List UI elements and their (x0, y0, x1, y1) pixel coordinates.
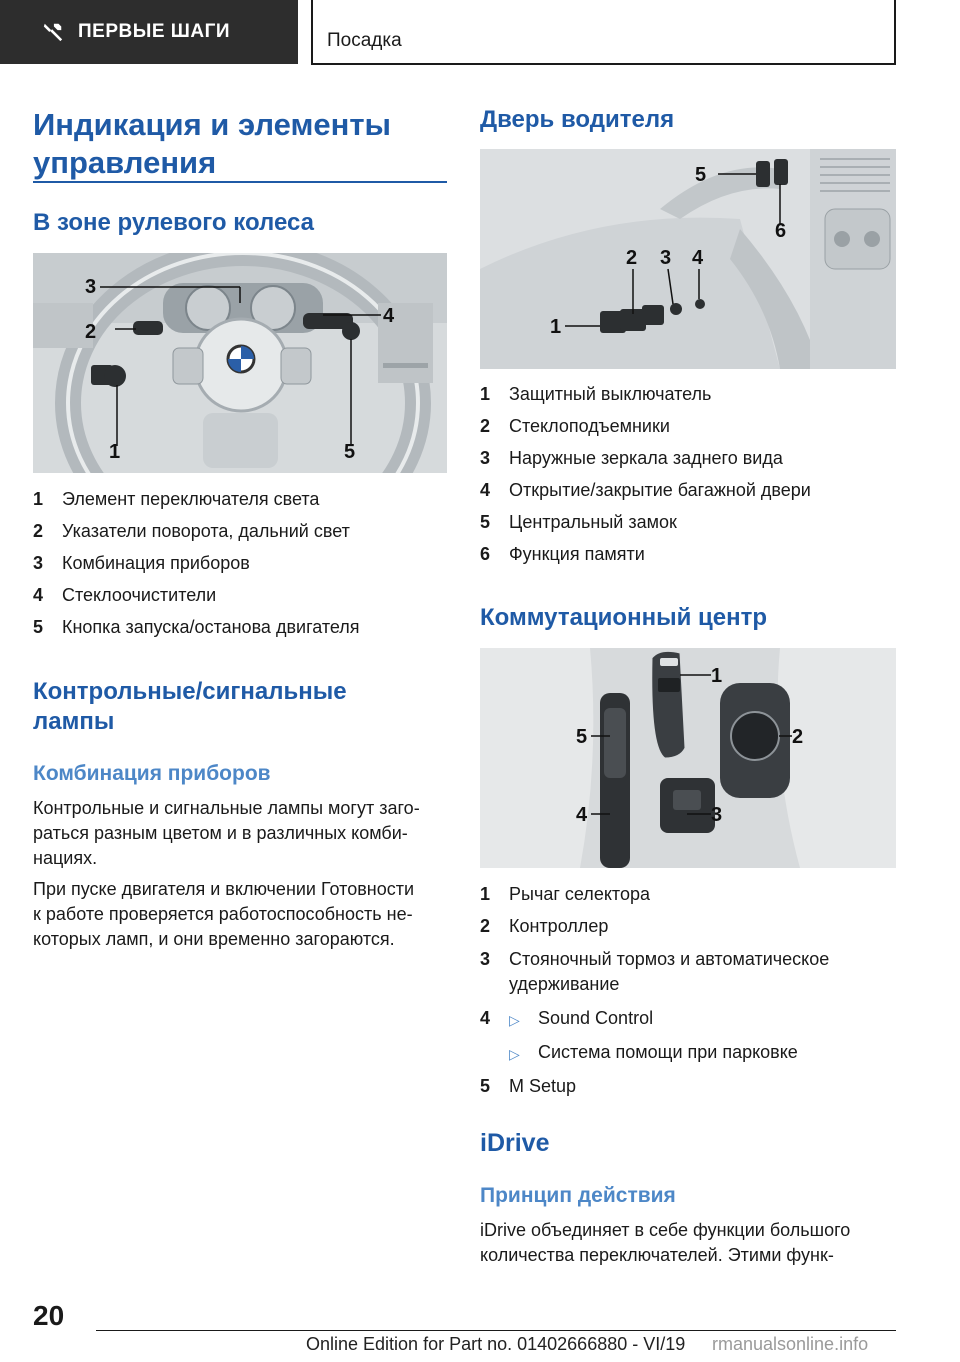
lamps-paragraph-1: Контрольные и сигнальные лампы могут заго- раться разным цветом и в различных комби- нациях. (33, 798, 420, 868)
cluster-subheading: Комбинация приборов (33, 762, 271, 785)
callout-3: 3 (711, 804, 723, 826)
center-console-image (480, 648, 896, 868)
callout-5: 5 (344, 441, 356, 463)
title-rule (33, 181, 447, 183)
triangle-bullet-icon: ▷ (509, 1012, 520, 1028)
steering-legend (33, 488, 447, 638)
idrive-paragraph: iDrive объединяет в себе функции большого количества переключателей. Этими функ- (480, 1220, 851, 1265)
wrench-icon (42, 21, 64, 43)
section-tab[interactable] (0, 0, 298, 64)
list-item: 3 Наружные зеркала заднего вида (480, 448, 783, 468)
edition-text: Online Edition for Part no. 01402666880 - VI/19 (306, 1334, 686, 1354)
list-item: 5 Центральный замок (480, 512, 677, 532)
list-item: 3 Комбинация приборов (33, 553, 250, 573)
list-item: 4 Стеклоочистители (33, 585, 217, 605)
list-item: 6 Функция памяти (480, 544, 645, 564)
footer-rule (96, 1330, 896, 1331)
page-title-line2: управления (33, 145, 217, 180)
door-heading: Дверь водителя (480, 106, 675, 133)
idrive-subheading: Принцип действия (480, 1184, 676, 1207)
callout-4: 4 (692, 247, 704, 269)
door-legend (480, 383, 896, 565)
lamps-heading: Контрольные/сигнальные лампы (33, 678, 347, 735)
page-topic: Посадка (327, 30, 402, 51)
callout-5: 5 (576, 726, 588, 748)
list-item: 1 Элемент переключателя света (33, 489, 320, 509)
callout-2: 2 (792, 726, 804, 748)
list-item: 3 Стояночный тормоз и автоматическое удерживание (480, 949, 830, 994)
callout-5: 5 (695, 164, 707, 186)
page-topic-box (311, 0, 896, 65)
callout-2: 2 (85, 321, 97, 343)
callout-4: 4 (576, 804, 588, 826)
list-item: 1 Защитный выключатель (480, 384, 712, 404)
callout-3: 3 (85, 276, 97, 298)
section-label: ПЕРВЫЕ ШАГИ (78, 21, 231, 42)
list-item: 4 Открытие/закрытие багажной двери (480, 480, 811, 500)
list-item: 2 Стеклоподъемники (480, 416, 670, 436)
lamps-paragraph-2: При пуске двигателя и включении Готовности к работе проверяется работоспособность не- которых ламп, и они временно загораются. (33, 879, 415, 949)
callout-6: 6 (775, 220, 787, 242)
list-item: 5 M Setup (480, 1076, 577, 1096)
triangle-bullet-icon: ▷ (509, 1046, 520, 1062)
callout-2: 2 (626, 247, 638, 269)
list-item: 2 Контроллер (480, 916, 609, 936)
driver-door-image (480, 149, 896, 369)
watermark-text: rmanualsonline.info (712, 1334, 869, 1354)
idrive-heading: iDrive (480, 1129, 550, 1157)
console-legend (480, 883, 896, 1097)
list-item: 5 Кнопка запуска/останова двигателя (33, 617, 360, 637)
page-title (33, 106, 391, 182)
callout-1: 1 (109, 441, 121, 463)
callout-1: 1 (550, 316, 562, 338)
console-heading: Коммутационный центр (480, 604, 768, 631)
list-item: 2 Указатели поворота, дальний свет (33, 521, 350, 541)
steering-wheel-image (33, 253, 447, 473)
list-item: 1 Рычаг селектора (480, 884, 650, 904)
steering-heading: В зоне рулевого колеса (33, 209, 314, 236)
list-item: 4 ▷ Sound Control ▷ Система помощи при парковке (480, 1007, 896, 1065)
page-title-line1: Индикация и элементы (33, 107, 391, 142)
callout-3: 3 (660, 247, 672, 269)
callout-1: 1 (711, 665, 723, 687)
page-number: 20 (33, 1300, 65, 1331)
callout-4: 4 (383, 305, 395, 327)
